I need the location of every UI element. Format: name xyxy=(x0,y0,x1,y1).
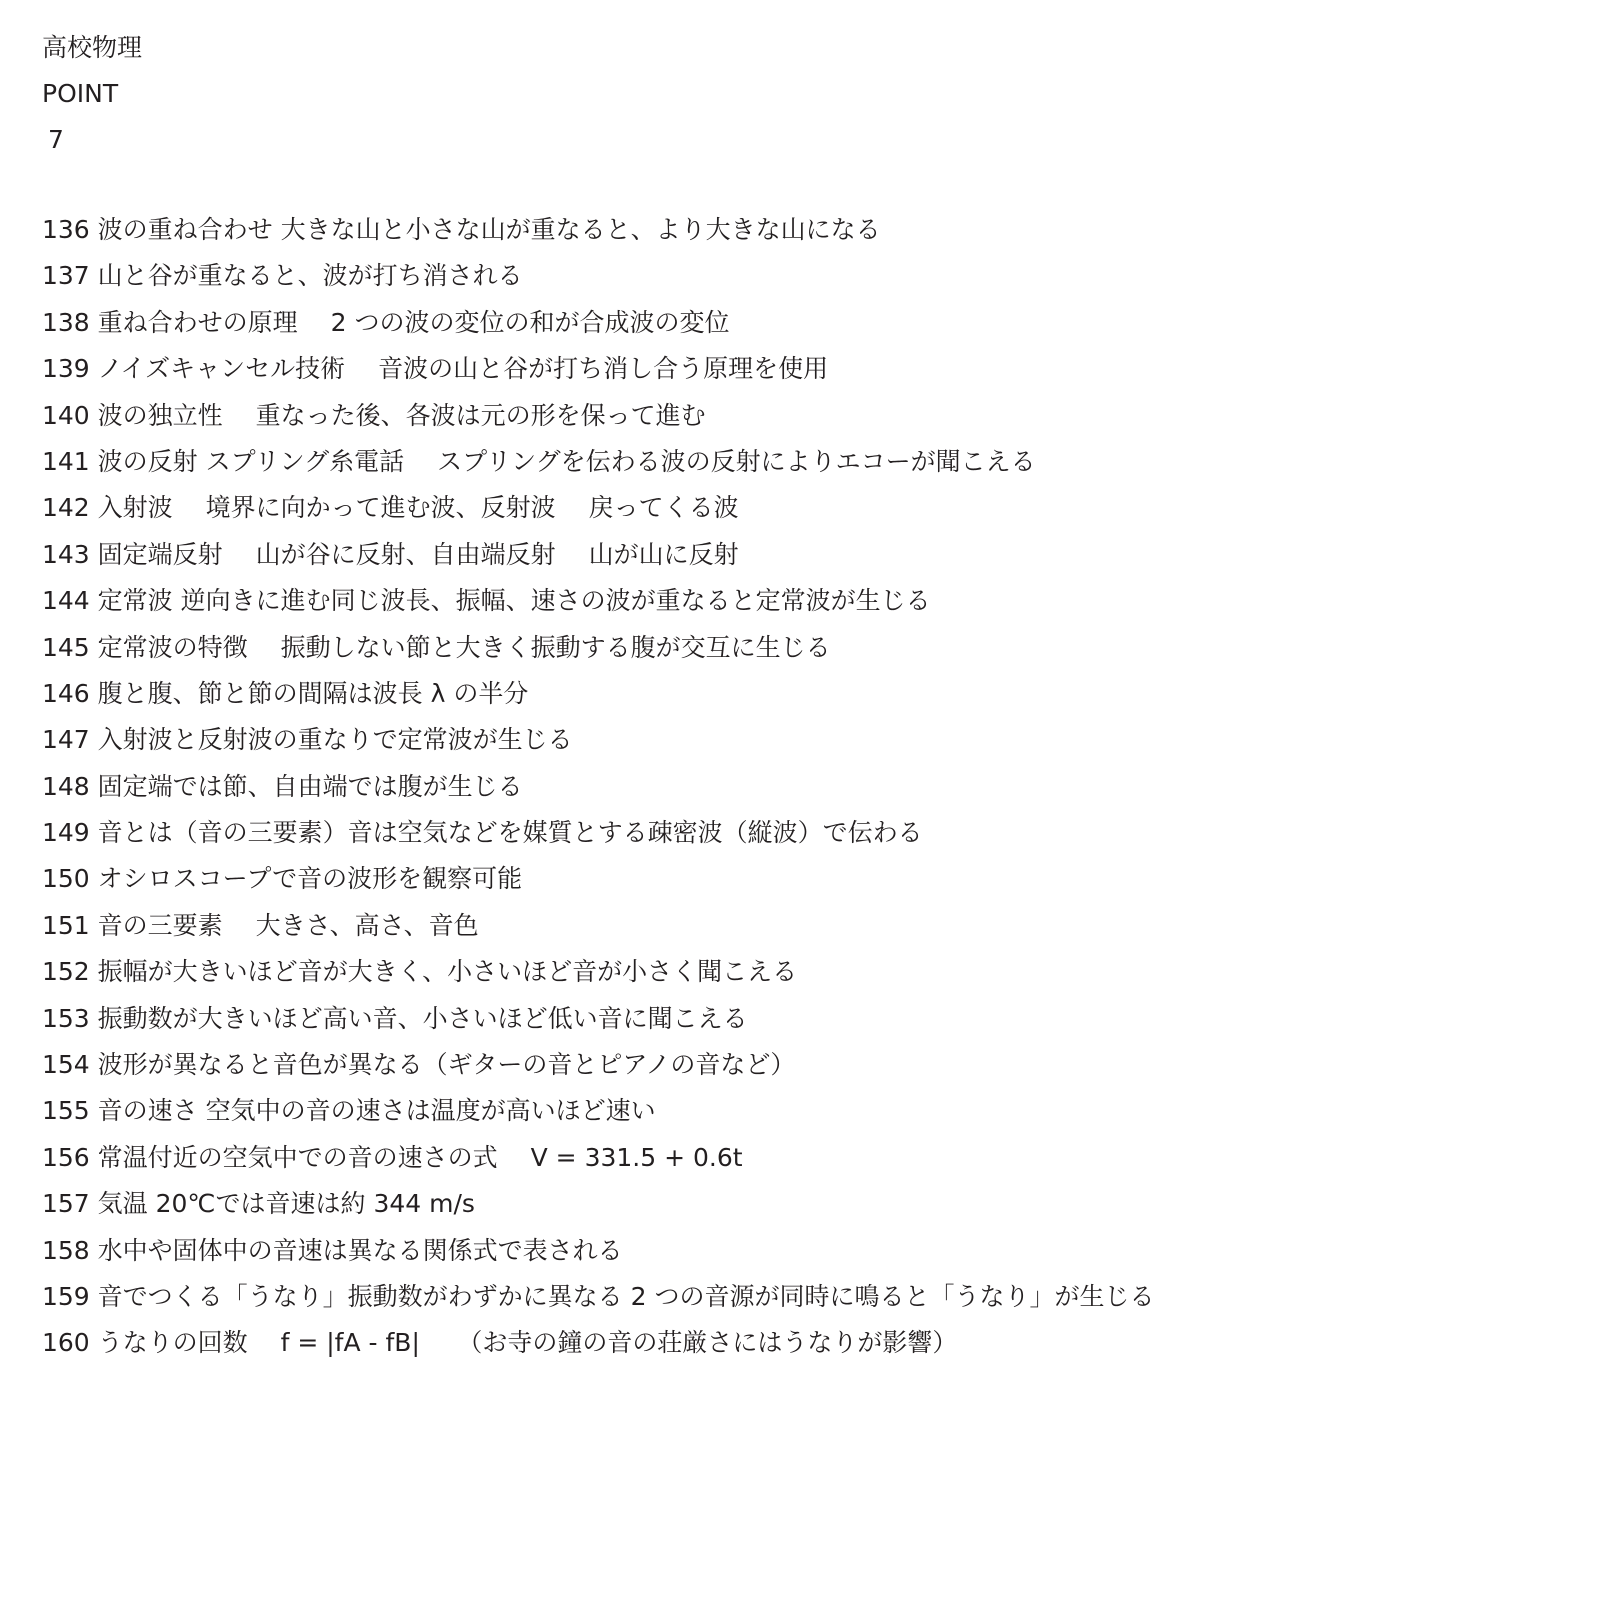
item-number: 140 xyxy=(42,400,90,430)
point-label: POINT xyxy=(42,79,119,108)
list-item xyxy=(42,586,1562,632)
list-item xyxy=(42,1328,1562,1374)
item-text: 気温 20℃では音速は約 344 m/s xyxy=(97,1189,475,1219)
item-number: 150 xyxy=(42,864,90,894)
item-text: 重ね合わせの原理 2 つの波の変位の和が合成波の変位 xyxy=(97,307,730,337)
list-item xyxy=(42,679,1562,725)
item-number: 142 xyxy=(42,493,90,523)
item-text: 音の速さ 空気中の音の速さは温度が高いほど速い xyxy=(97,1096,656,1126)
item-text: 波の独立性 重なった後、各波は元の形を保って進む xyxy=(97,400,706,430)
item-number: 143 xyxy=(42,539,90,569)
item-number: 157 xyxy=(42,1189,90,1219)
item-text: 固定端反射 山が谷に反射、自由端反射 山が山に反射 xyxy=(97,539,739,569)
list-item xyxy=(42,401,1562,447)
item-number: 156 xyxy=(42,1142,90,1172)
item-text: 音でつくる「うなり」振動数がわずかに異なる 2 つの音源が同時に鳴ると「うなり」が生じる xyxy=(97,1281,1155,1311)
item-text: 音の三要素 大きさ、高さ、音色 xyxy=(97,910,479,940)
item-text: 音とは（音の三要素）音は空気などを媒質とする疎密波（縦波）で伝わる xyxy=(97,818,923,848)
item-number: 147 xyxy=(42,725,90,755)
item-text: 定常波の特徴 振動しない節と大きく振動する腹が交互に生じる xyxy=(97,632,831,662)
point-number: 7 xyxy=(48,125,64,154)
item-text: 振動数が大きいほど高い音、小さいほど低い音に聞こえる xyxy=(97,1003,748,1033)
item-text: 定常波 逆向きに進む同じ波長、振幅、速さの波が重なると定常波が生じる xyxy=(97,586,931,616)
item-number: 154 xyxy=(42,1050,90,1080)
list-item xyxy=(42,911,1562,957)
list-item xyxy=(42,215,1562,261)
item-number: 138 xyxy=(42,307,90,337)
list-item xyxy=(42,493,1562,539)
item-text: 入射波 境界に向かって進む波、反射波 戻ってくる波 xyxy=(97,493,739,523)
item-number: 151 xyxy=(42,910,90,940)
item-text: 山と谷が重なると、波が打ち消される xyxy=(97,261,523,291)
item-number: 153 xyxy=(42,1003,90,1033)
item-number: 148 xyxy=(42,771,90,801)
list-item xyxy=(42,1282,1562,1328)
list-item xyxy=(42,1143,1562,1189)
list-item xyxy=(42,957,1562,1003)
item-text: 入射波と反射波の重なりで定常波が生じる xyxy=(97,725,573,755)
item-text: 波の反射 スプリング糸電話 スプリングを伝わる波の反射によりエコーが聞こえる xyxy=(97,446,1036,476)
list-item xyxy=(42,633,1562,679)
list-item xyxy=(42,308,1562,354)
list-item xyxy=(42,1189,1562,1235)
list-item xyxy=(42,540,1562,586)
item-text: 腹と腹、節と節の間隔は波長 λ の半分 xyxy=(97,678,529,708)
list-item xyxy=(42,864,1562,910)
item-number: 152 xyxy=(42,957,90,987)
list-item xyxy=(42,354,1562,400)
list-item xyxy=(42,1004,1562,1050)
subject-title: 高校物理 xyxy=(42,33,143,62)
list-item xyxy=(42,1236,1562,1282)
list-item xyxy=(42,447,1562,493)
item-text: 水中や固体中の音速は異なる関係式で表される xyxy=(97,1235,623,1265)
item-number: 155 xyxy=(42,1096,90,1126)
item-number: 158 xyxy=(42,1235,90,1265)
item-number: 137 xyxy=(42,261,90,291)
item-number: 145 xyxy=(42,632,90,662)
item-number: 146 xyxy=(42,678,90,708)
item-number: 144 xyxy=(42,586,90,616)
list-item xyxy=(42,818,1562,864)
item-number: 149 xyxy=(42,818,90,848)
item-text: 常温付近の空気中での音の速さの式 V = 331.5 + 0.6t xyxy=(97,1142,743,1172)
item-text: 波の重ね合わせ 大きな山と小さな山が重なると、より大きな山になる xyxy=(97,215,881,244)
item-text: うなりの回数 f = |fA - fB| （お寺の鐘の音の荘厳さにはうなりが影響） xyxy=(97,1328,958,1358)
item-text: オシロスコープで音の波形を観察可能 xyxy=(97,864,523,894)
list-item xyxy=(42,725,1562,771)
point-list xyxy=(42,215,1562,1375)
item-number: 159 xyxy=(42,1281,90,1311)
item-text: 固定端では節、自由端では腹が生じる xyxy=(97,771,523,801)
item-text: 波形が異なると音色が異なる（ギターの音とピアノの音など） xyxy=(97,1050,796,1080)
item-number: 160 xyxy=(42,1328,90,1358)
item-text: ノイズキャンセル技術 音波の山と谷が打ち消し合う原理を使用 xyxy=(97,354,829,384)
list-item xyxy=(42,772,1562,818)
item-number: 141 xyxy=(42,446,90,476)
list-item xyxy=(42,261,1562,307)
item-number: 136 xyxy=(42,215,90,244)
list-item xyxy=(42,1096,1562,1142)
list-item xyxy=(42,1050,1562,1096)
item-text: 振幅が大きいほど音が大きく、小さいほど音が小さく聞こえる xyxy=(97,957,798,987)
item-number: 139 xyxy=(42,354,90,384)
